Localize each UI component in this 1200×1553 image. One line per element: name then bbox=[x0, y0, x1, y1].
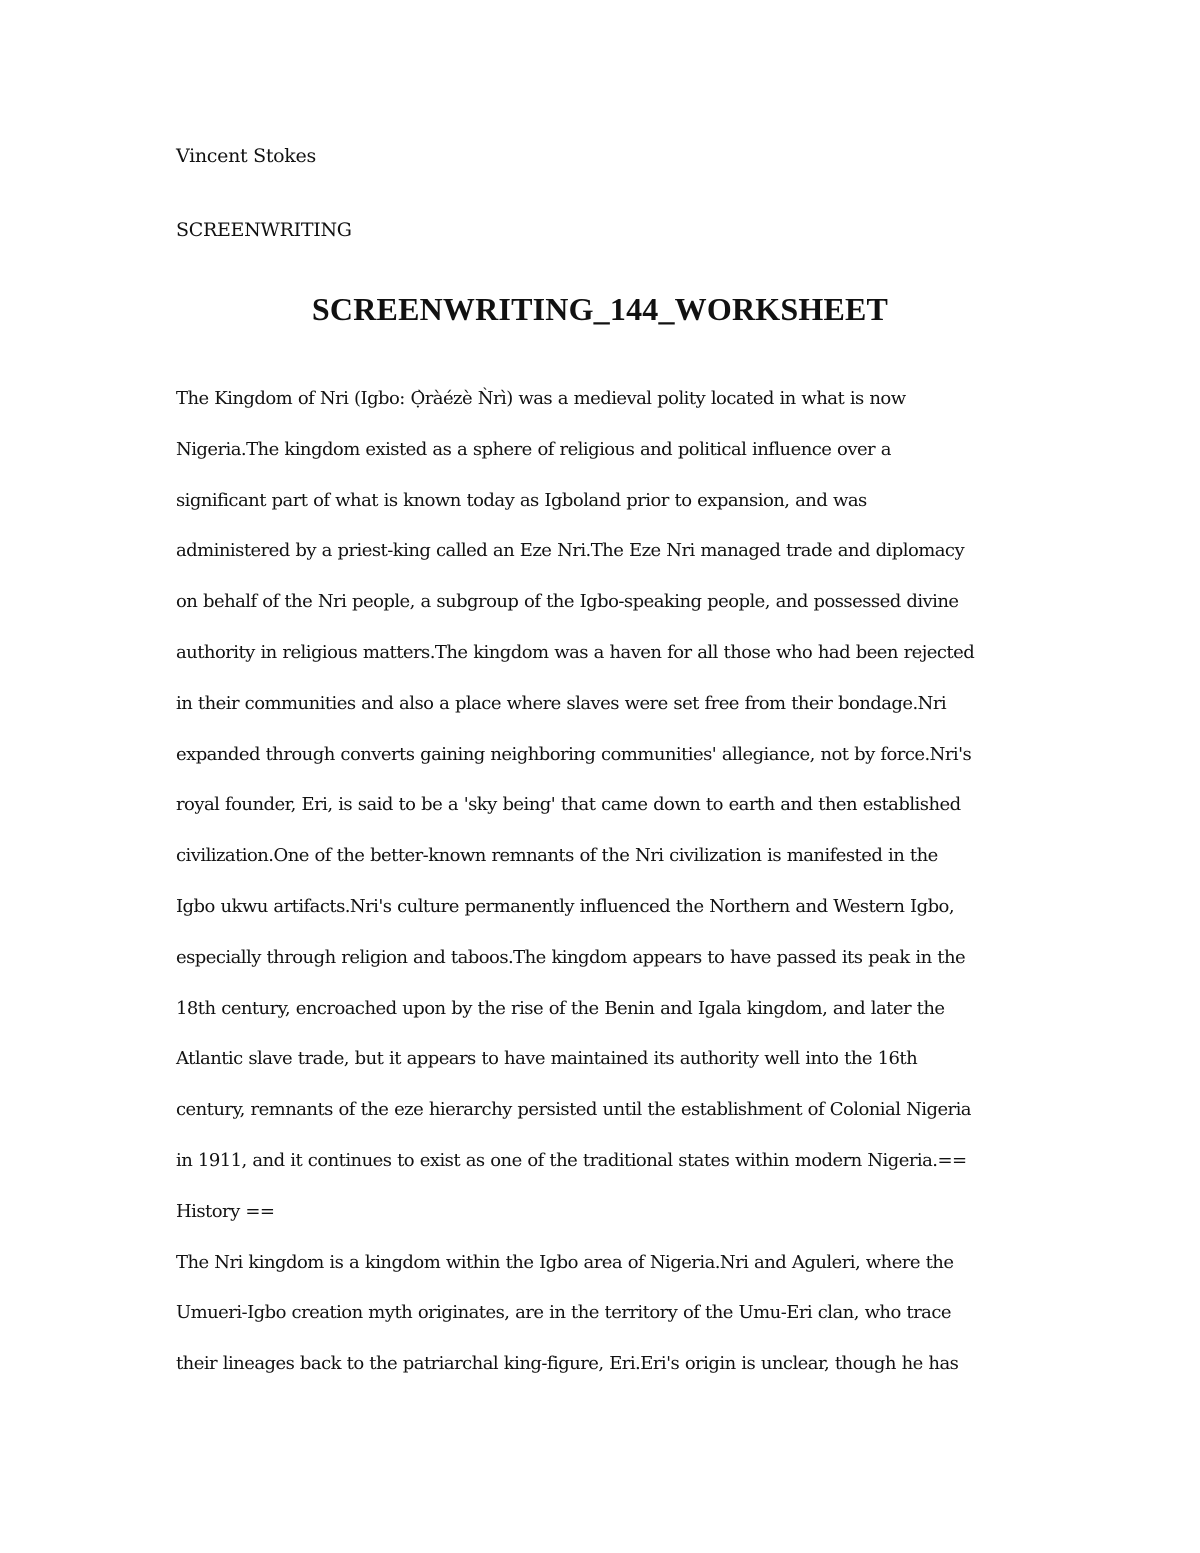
body-line: Atlantic slave trade, but it appears to have maintained its authority well into the 16th bbox=[176, 1048, 918, 1070]
body-line: Umueri-Igbo creation myth originates, are in the territory of the Umu-Eri clan, who trace bbox=[176, 1302, 951, 1324]
body-line: Nigeria.The kingdom existed as a sphere of religious and political influence over a bbox=[176, 438, 891, 460]
body-line: royal founder, Eri, is said to be a 'sky being' that came down to earth and then established bbox=[176, 794, 961, 816]
body-line: on behalf of the Nri people, a subgroup of the Igbo-speaking people, and possessed divine bbox=[176, 591, 959, 613]
body-line: civilization.One of the better-known remnants of the Nri civilization is manifested in the bbox=[176, 845, 938, 867]
body-line: century, remnants of the eze hierarchy persisted until the establishment of Colonial Nigeria bbox=[176, 1099, 971, 1121]
document-title: SCREENWRITING_144_WORKSHEET bbox=[311, 291, 889, 327]
body-line: Igbo ukwu artifacts.Nri's culture permanently influenced the Northern and Western Igbo, bbox=[176, 895, 955, 917]
body-line: 18th century, encroached upon by the rise of the Benin and Igala kingdom, and later the bbox=[176, 997, 945, 1019]
course-name: SCREENWRITING bbox=[176, 219, 352, 241]
body-line: their lineages back to the patriarchal king-figure, Eri.Eri's origin is unclear, though he has bbox=[176, 1353, 959, 1375]
body-line: History == bbox=[176, 1200, 275, 1222]
body-line: The Kingdom of Nri (Igbo: Ọ̀ràézè Ǹrì) was a medieval polity located in what is now bbox=[176, 388, 906, 409]
body-line: administered by a priest-king called an Eze Nri.The Eze Nri managed trade and diplomacy bbox=[176, 540, 965, 562]
body-line: The Nri kingdom is a kingdom within the Igbo area of Nigeria.Nri and Aguleri, where the bbox=[176, 1251, 954, 1273]
body-line: expanded through converts gaining neighboring communities' allegiance, not by force.Nri's bbox=[176, 743, 972, 765]
body-line: especially through religion and taboos.The kingdom appears to have passed its peak in the bbox=[176, 946, 966, 968]
body-text bbox=[176, 384, 1036, 1400]
body-line: in 1911, and it continues to exist as one of the traditional states within modern Nigeria.== bbox=[176, 1149, 967, 1171]
author-name: Vincent Stokes bbox=[176, 145, 316, 167]
body-line: significant part of what is known today as Igboland prior to expansion, and was bbox=[176, 489, 867, 511]
body-line: in their communities and also a place where slaves were set free from their bondage.Nri bbox=[176, 692, 947, 714]
body-line: authority in religious matters.The kingdom was a haven for all those who had been rejected bbox=[176, 641, 975, 663]
